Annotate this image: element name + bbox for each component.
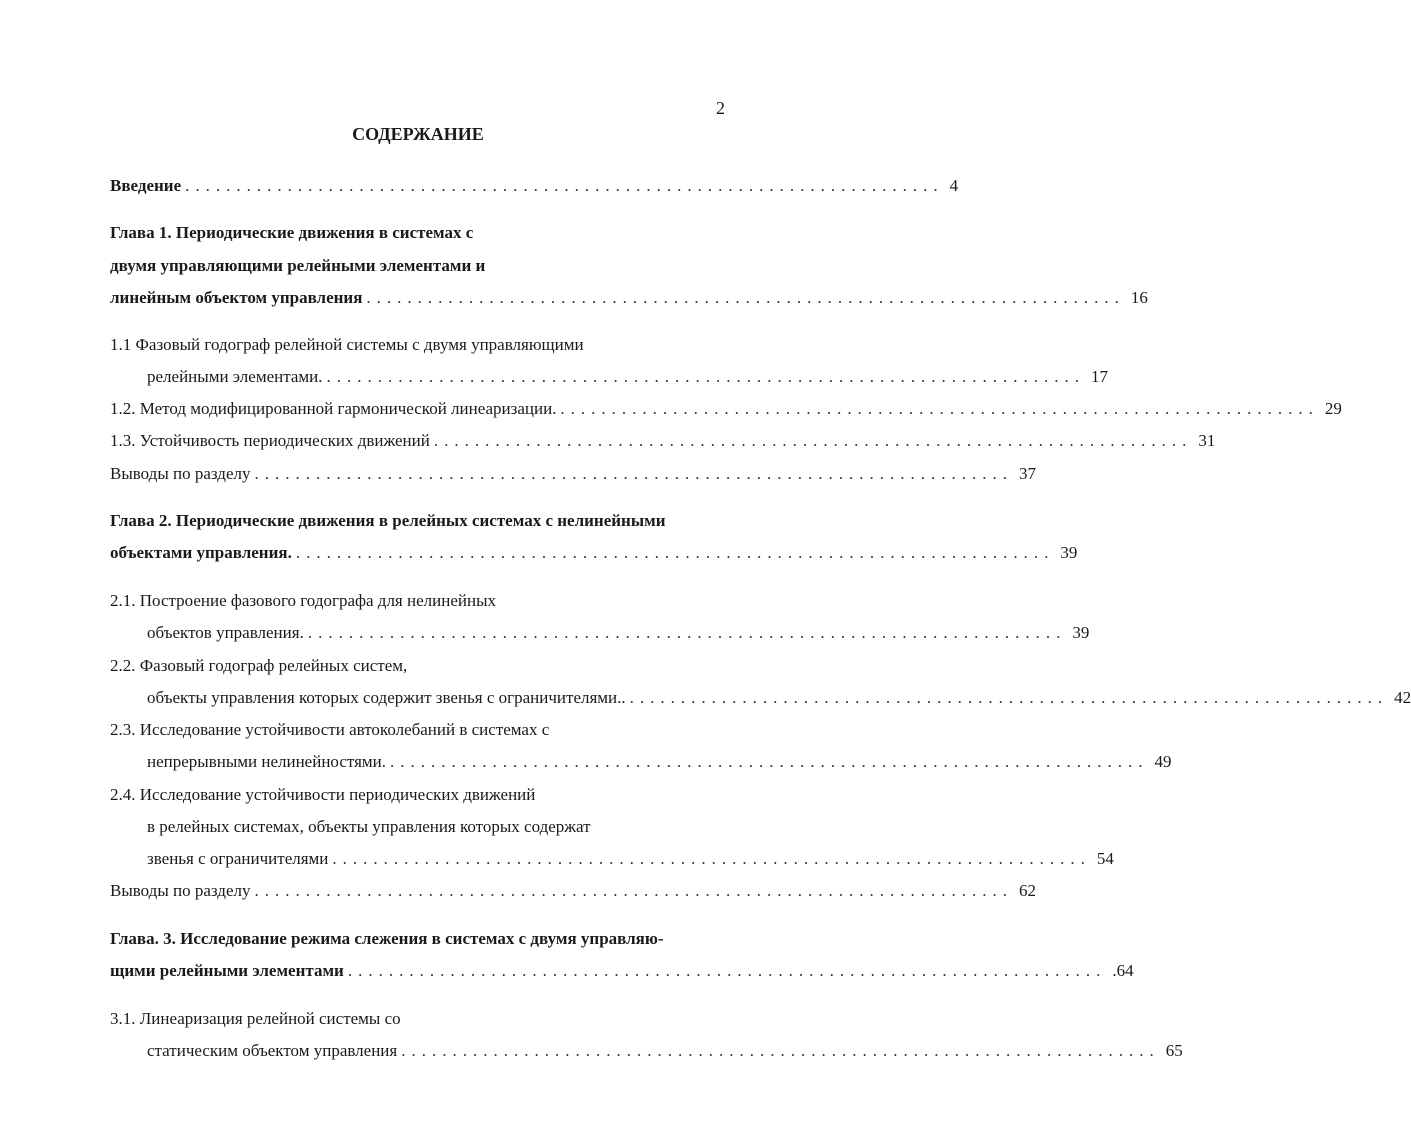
toc-page-number: 39 (1072, 623, 1090, 642)
leader-dots: .......................................................................... (629, 688, 1389, 707)
toc-entry-label: объектами управления. (110, 543, 292, 562)
page-title: СОДЕРЖАНИЕ (352, 124, 484, 144)
leader-dots: .......................................................................... (347, 961, 1107, 980)
toc-entry-section-2-2[interactable] (147, 688, 1411, 708)
leader-dots: .......................................................................... (295, 543, 1055, 562)
leader-dots: .......................................................................... (366, 288, 1125, 307)
toc-page-number: 16 (1130, 288, 1148, 307)
leader-dots: .......................................................................... (332, 849, 1091, 868)
leader-dots: .......................................................................... (185, 176, 944, 195)
toc-page-number: 39 (1060, 543, 1078, 562)
toc-entry-chapter-3[interactable] (110, 961, 1134, 981)
toc-page-number: 49 (1154, 752, 1172, 771)
toc-entry-section-2-1[interactable] (147, 623, 1090, 643)
toc-entry-label: Выводы по разделу (110, 881, 251, 900)
toc-entry-section-1-3[interactable] (110, 431, 1216, 451)
chapter-3-heading-line1: Глава. 3. Исследование режима слежения в системах с двумя управляю- (110, 929, 664, 948)
leader-dots: .......................................................................... (401, 1041, 1160, 1060)
toc-entry-label: Введение (110, 176, 182, 195)
toc-page-number: 31 (1198, 431, 1216, 450)
toc-page-number: 37 (1018, 464, 1036, 483)
toc-page-number: 17 (1091, 367, 1109, 386)
toc-entry-label: 1.2. Метод модифицированной гармонической линеаризации. (110, 399, 557, 418)
toc-entry-label: линейным объектом управления (110, 288, 363, 307)
section-2-4-line2: в релейных системах, объекты управления которых содержат (147, 817, 591, 836)
leader-dots: .......................................................................... (254, 464, 1013, 483)
leader-dots: .......................................................................... (433, 431, 1193, 450)
leader-dots: .......................................................................... (326, 367, 1086, 386)
section-3-1-line1: 3.1. Линеаризация релейной системы со (110, 1009, 401, 1028)
toc-entry-conclusions-1[interactable] (110, 464, 1036, 484)
toc-entry-section-2-4[interactable] (147, 849, 1114, 869)
toc-page-number: 42 (1394, 688, 1411, 707)
toc-entry-chapter-1[interactable] (110, 288, 1148, 308)
toc-entry-label: 1.3. Устойчивость периодических движений (110, 431, 430, 450)
chapter-1-heading-line1: Глава 1. Периодические движения в системах с (110, 223, 474, 242)
leader-dots: .......................................................................... (307, 623, 1067, 642)
leader-dots: .......................................................................... (254, 881, 1013, 900)
toc-entry-label: объектов управления. (147, 623, 304, 642)
toc-page-number: .64 (1112, 961, 1134, 980)
section-2-3-line1: 2.3. Исследование устойчивости автоколебаний в системах с (110, 720, 550, 739)
leader-dots: .......................................................................... (560, 399, 1319, 418)
section-2-2-line1: 2.2. Фазовый годограф релейных систем, (110, 656, 408, 675)
toc-entry-conclusions-2[interactable] (110, 881, 1036, 901)
toc-entry-label: непрерывными нелинейностями. (147, 752, 387, 771)
section-2-1-line1: 2.1. Построение фазового годографа для нелинейных (110, 591, 496, 610)
toc-entry-intro[interactable] (110, 176, 959, 196)
toc-entry-label: Выводы по разделу (110, 464, 251, 483)
toc-page-number: 54 (1096, 849, 1114, 868)
section-1-1-line1: 1.1 Фазовый годограф релейной системы с двумя управляющими (110, 335, 584, 354)
chapter-1-heading-line2: двумя управляющими релейными элементами и (110, 256, 486, 275)
toc-entry-label: звенья с ограничителями (147, 849, 329, 868)
toc-entry-section-1-1[interactable] (147, 367, 1109, 387)
page-number: 2 (716, 98, 725, 118)
toc-entry-label: объекты управления которых содержит звенья с ограничителями.. (147, 688, 626, 707)
toc-entry-chapter-2[interactable] (110, 543, 1078, 563)
toc-entry-section-1-2[interactable] (110, 399, 1342, 419)
toc-page-number: 65 (1165, 1041, 1183, 1060)
chapter-2-heading-line1: Глава 2. Периодические движения в релейных системах с нелинейными (110, 511, 666, 530)
toc-entry-label: релейными элементами. (147, 367, 323, 386)
leader-dots: .......................................................................... (390, 752, 1149, 771)
toc-entry-label: статическим объектом управления (147, 1041, 398, 1060)
toc-entry-section-3-1[interactable] (147, 1041, 1183, 1061)
toc-page-number: 62 (1018, 881, 1036, 900)
toc-entry-section-2-3[interactable] (147, 752, 1172, 772)
toc-page-number: 4 (949, 176, 959, 195)
toc-entry-label: щими релейными элементами (110, 961, 344, 980)
section-2-4-line1: 2.4. Исследование устойчивости периодических движений (110, 785, 536, 804)
toc-page-number: 29 (1324, 399, 1342, 418)
